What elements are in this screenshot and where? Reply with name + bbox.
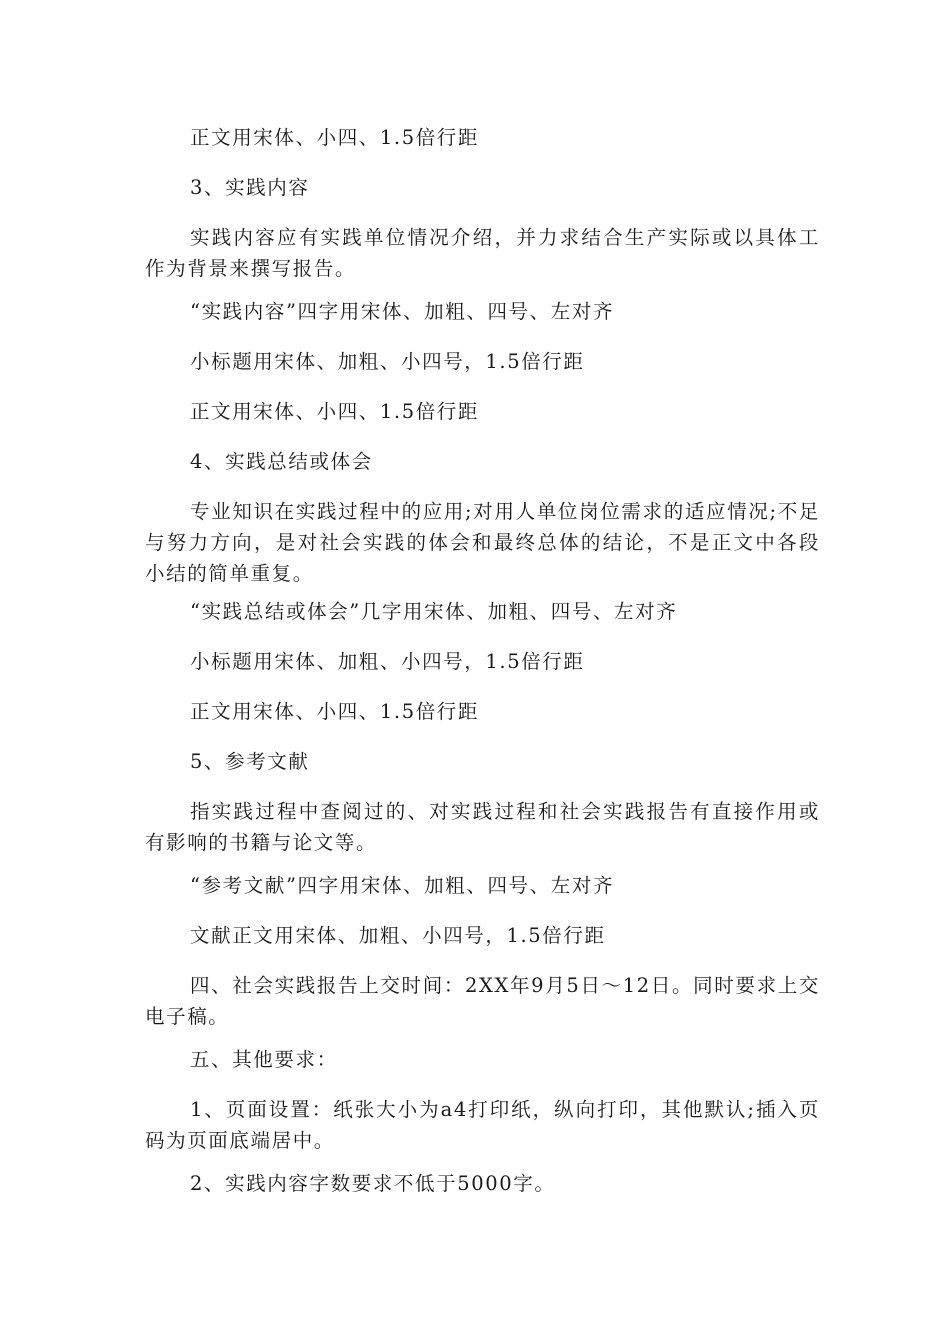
section-heading-other-requirements: 五、其他要求： <box>190 1048 338 1071</box>
format-note-heading: “实践总结或体会”几字用宋体、加粗、四号、左对齐 <box>190 600 678 623</box>
format-note-body: 正文用宋体、小四、1.5倍行距 <box>190 700 480 723</box>
paragraph-practice-content: 实践内容应有实践单位情况介绍，并力求结合生产实际或以具体工作为背景来撰写报告。 <box>145 226 820 280</box>
section-heading-summary: 4、实践总结或体会 <box>190 450 373 473</box>
format-note-body: 正文用宋体、小四、1.5倍行距 <box>190 400 480 423</box>
paragraph-submission-time: 四、社会实践报告上交时间：2XX年9月5日～12日。同时要求上交电子稿。 <box>145 974 820 1028</box>
section-heading-practice-content: 3、实践内容 <box>190 176 310 199</box>
body-text-format-note: 正文用宋体、小四、1.5倍行距 <box>190 126 480 149</box>
format-note-heading: “参考文献”四字用宋体、加粗、四号、左对齐 <box>190 874 615 897</box>
format-note-heading: “实践内容”四字用宋体、加粗、四号、左对齐 <box>190 300 615 323</box>
paragraph-summary: 专业知识在实践过程中的应用;对用人单位岗位需求的适应情况;不足与努力方向，是对社会实践的体会和最终总体的结论，不是正文中各段小结的简单重复。 <box>145 500 820 585</box>
paragraph-references: 指实践过程中查阅过的、对实践过程和社会实践报告有直接作用或有影响的书籍与论文等。 <box>145 800 820 854</box>
section-heading-references: 5、参考文献 <box>190 750 310 773</box>
format-note-references-body: 文献正文用宋体、加粗、小四号，1.5倍行距 <box>190 924 606 947</box>
paragraph-word-count: 2、实践内容字数要求不低于5000字。 <box>190 1172 556 1195</box>
format-note-subheading: 小标题用宋体、加粗、小四号，1.5倍行距 <box>190 350 585 373</box>
paragraph-page-setup: 1、页面设置：纸张大小为a4打印纸，纵向打印，其他默认;插入页码为页面底端居中。 <box>145 1098 820 1152</box>
format-note-subheading: 小标题用宋体、加粗、小四号，1.5倍行距 <box>190 650 585 673</box>
